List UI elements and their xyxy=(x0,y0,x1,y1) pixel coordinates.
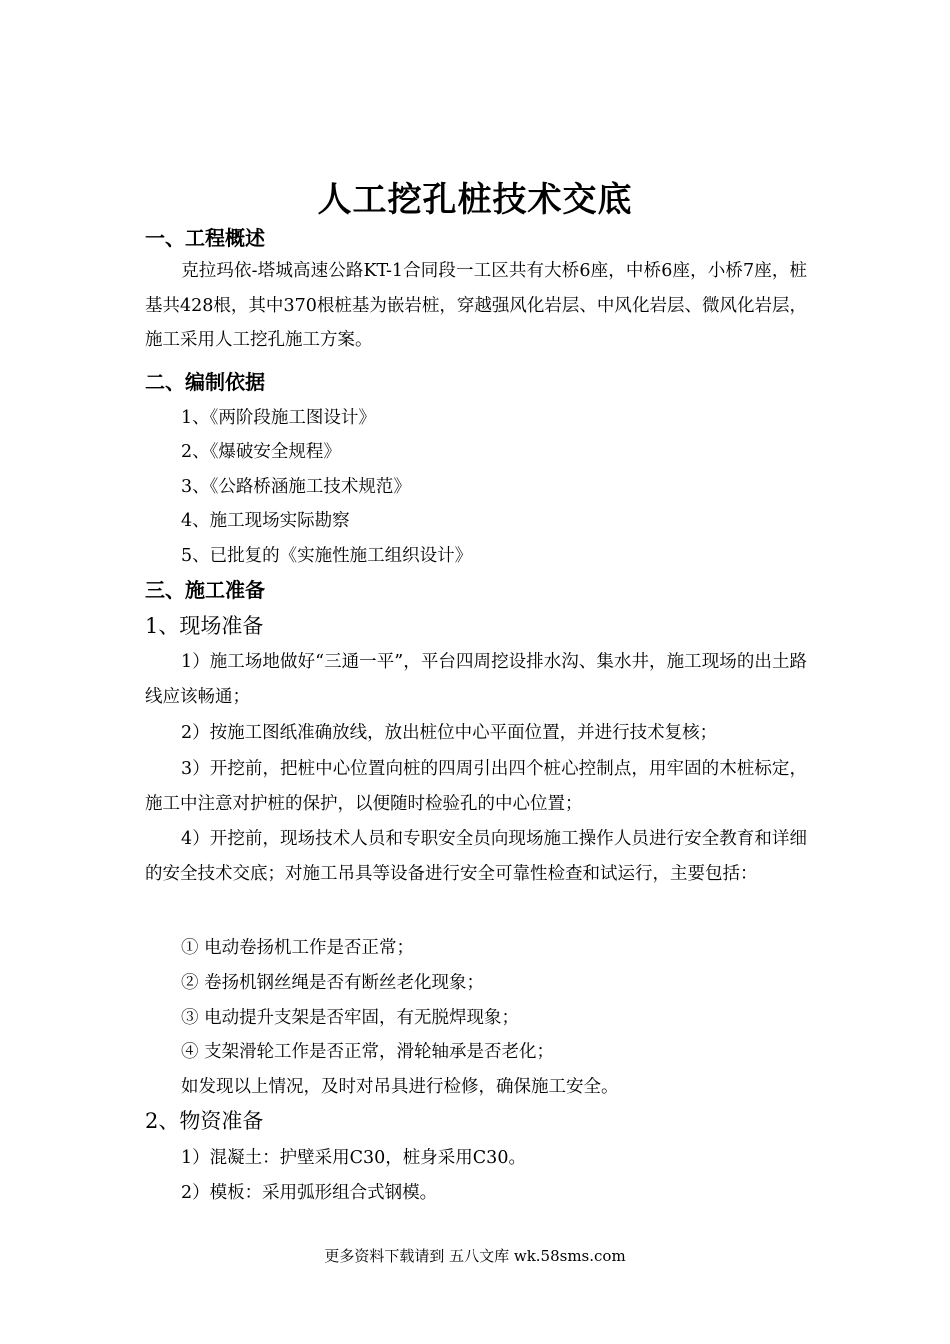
site-text-1: 1）施工场地做好“三通一平”，平台四周挖设排水沟、集水井，施工现场的出土路线应该畅通； xyxy=(145,652,807,707)
site-text-3: 3）开挖前，把桩中心位置向桩的四周引出四个桩心控制点，用牢固的木桩标定，施工中注意对护桩的保护，以便随时检验孔的中心位置； xyxy=(145,759,807,814)
section-heading-basis: 二、编制依据 xyxy=(145,370,265,394)
section-heading-preparation: 三、施工准备 xyxy=(145,578,265,602)
site-conclusion: 如发现以上情况，及时对吊具进行检修，确保施工安全。 xyxy=(181,1077,619,1097)
overview-text: 克拉玛依-塔城高速公路KT-1合同段一工区共有大桥6座，中桥6座，小桥7座，桩基共428根，其中370根桩基为嵌岩桩，穿越强风化岩层、中风化岩层、微风化岩层，施工采用人工挖孔施工方案。 xyxy=(145,261,807,350)
document-title: 人工挖孔桩技术交底 xyxy=(317,180,633,220)
basis-item: 5、已批复的《实施性施工组织设计》 xyxy=(181,546,473,566)
basis-item: 4、施工现场实际勘察 xyxy=(181,511,350,531)
basis-item: 2、《爆破安全规程》 xyxy=(181,442,341,462)
site-text-4: 4）开挖前，现场技术人员和专职安全员向现场施工操作人员进行安全教育和详细的安全技术交底；对施工吊具等设备进行安全可靠性检查和试运行，主要包括： xyxy=(145,829,807,884)
check-item: ③ 电动提升支架是否牢固，有无脱焊现象； xyxy=(181,1008,520,1028)
site-paragraph-2 xyxy=(145,716,807,751)
materials-item: 1）混凝土：护壁采用C30，桩身采用C30。 xyxy=(181,1148,526,1168)
basis-item: 3、《公路桥涵施工技术规范》 xyxy=(181,477,411,497)
basis-item: 1、《两阶段施工图设计》 xyxy=(181,408,376,428)
materials-item: 2）模板：采用弧形组合式钢模。 xyxy=(181,1183,438,1203)
subsection-heading-materials: 2、物资准备 xyxy=(145,1109,264,1133)
section-heading-overview: 一、工程概述 xyxy=(145,226,265,250)
site-paragraph-4 xyxy=(145,822,807,891)
page-footer: 更多资料下载请到 五八文库 wk.58sms.com xyxy=(324,1247,626,1265)
site-text-2: 2）按施工图纸准确放线，放出桩位中心平面位置，并进行技术复核； xyxy=(181,723,718,743)
overview-paragraph xyxy=(145,254,807,358)
site-paragraph-3 xyxy=(145,752,807,821)
site-paragraph-1 xyxy=(145,645,807,714)
check-item: ② 卷扬机钢丝绳是否有断丝老化现象； xyxy=(181,973,485,993)
subsection-heading-site: 1、现场准备 xyxy=(145,614,264,638)
check-item: ④ 支架滑轮工作是否正常，滑轮轴承是否老化； xyxy=(181,1042,555,1062)
check-item: ① 电动卷扬机工作是否正常； xyxy=(181,938,415,958)
